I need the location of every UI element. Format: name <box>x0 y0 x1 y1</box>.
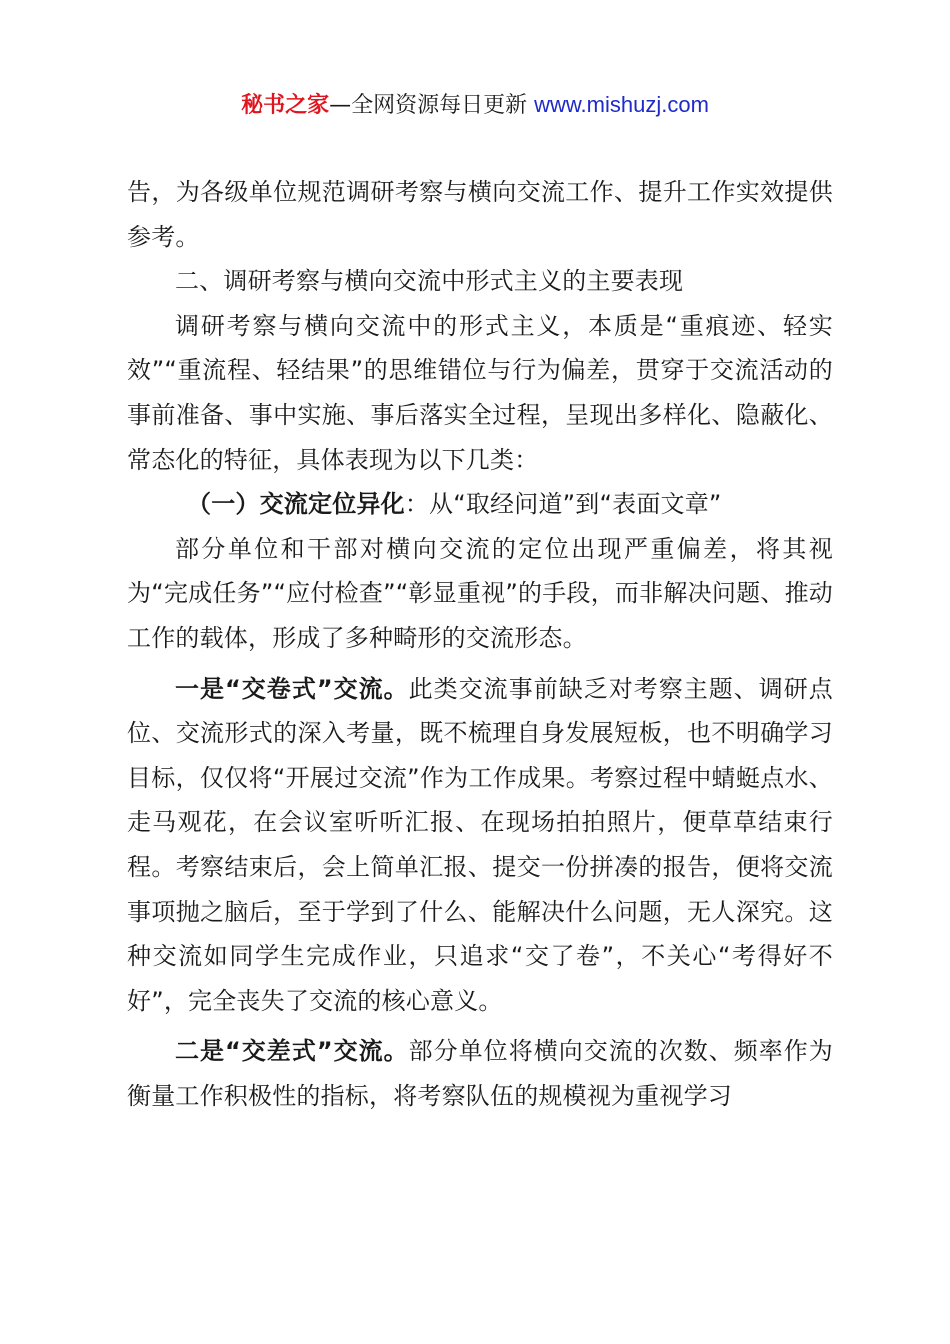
paragraph-continuation: 告，为各级单位规范调研考察与横向交流工作、提升工作实效提供参考。 <box>127 178 833 251</box>
brand-name: 秘书之家 <box>241 93 330 118</box>
site-url-link[interactable]: www.mishuzj.com <box>534 92 709 117</box>
paragraph-intro: 调研考察与横向交流中的形式主义，本质是“重痕迹、轻实效”“重流程、轻结果”的思维错位与行为偏差，贯穿于交流活动的事前准备、事中实施、事后落实全过程，呈现出多样化、隐蔽化、常态化的特征，具体表现为以下几类： <box>127 311 833 474</box>
point-two-text: 部分单位将横向交流的次数、频率作为衡量工作积极性的指标，将考察队伍的规模视为重视学习 <box>127 1037 834 1110</box>
header-slogan: —全网资源每日更新 <box>329 93 535 118</box>
page-header <box>0 88 950 123</box>
point-one-lead: 一是“交卷式”交流。 <box>175 674 409 703</box>
point-one-text: 此类交流事前缺乏对考察主题、调研点位、交流形式的深入考量，既不梳理自身发展短板，也不明确学习目标，仅仅将“开展过交流”作为工作成果。考察过程中蜻蜓点水、走马观花，在会议室听听汇报、在现场拍拍照片，便草草结束行程。考察结束后，会上简单汇报、提交一份拼凑的报告，便将交流事项抛之脑后，至于学到了什么、能解决什么问题，无人深究。这种交流如同学生完成作业，只追求“交了卷”，不关心“考得好不好”，完全丧失了交流的核心意义。 <box>127 674 834 1015</box>
document-body <box>127 170 833 1118</box>
paragraph-positioning: 部分单位和干部对横向交流的定位出现严重偏差，将其视为“完成任务”“应付检查”“彰显重视”的手段，而非解决问题、推动工作的载体，形成了多种畸形的交流形态。 <box>127 534 833 652</box>
subsection-subtitle: ：从“取经问道”到“表面文章” <box>404 490 722 519</box>
point-two-lead: 二是“交差式”交流。 <box>175 1037 409 1066</box>
subsection-heading <box>127 482 833 527</box>
subsection-title: （一）交流定位异化 <box>187 490 405 519</box>
section-heading: 二、调研考察与横向交流中形式主义的主要表现 <box>175 267 684 296</box>
paragraph-point-one <box>127 667 833 1024</box>
paragraph-point-two <box>127 1029 833 1118</box>
